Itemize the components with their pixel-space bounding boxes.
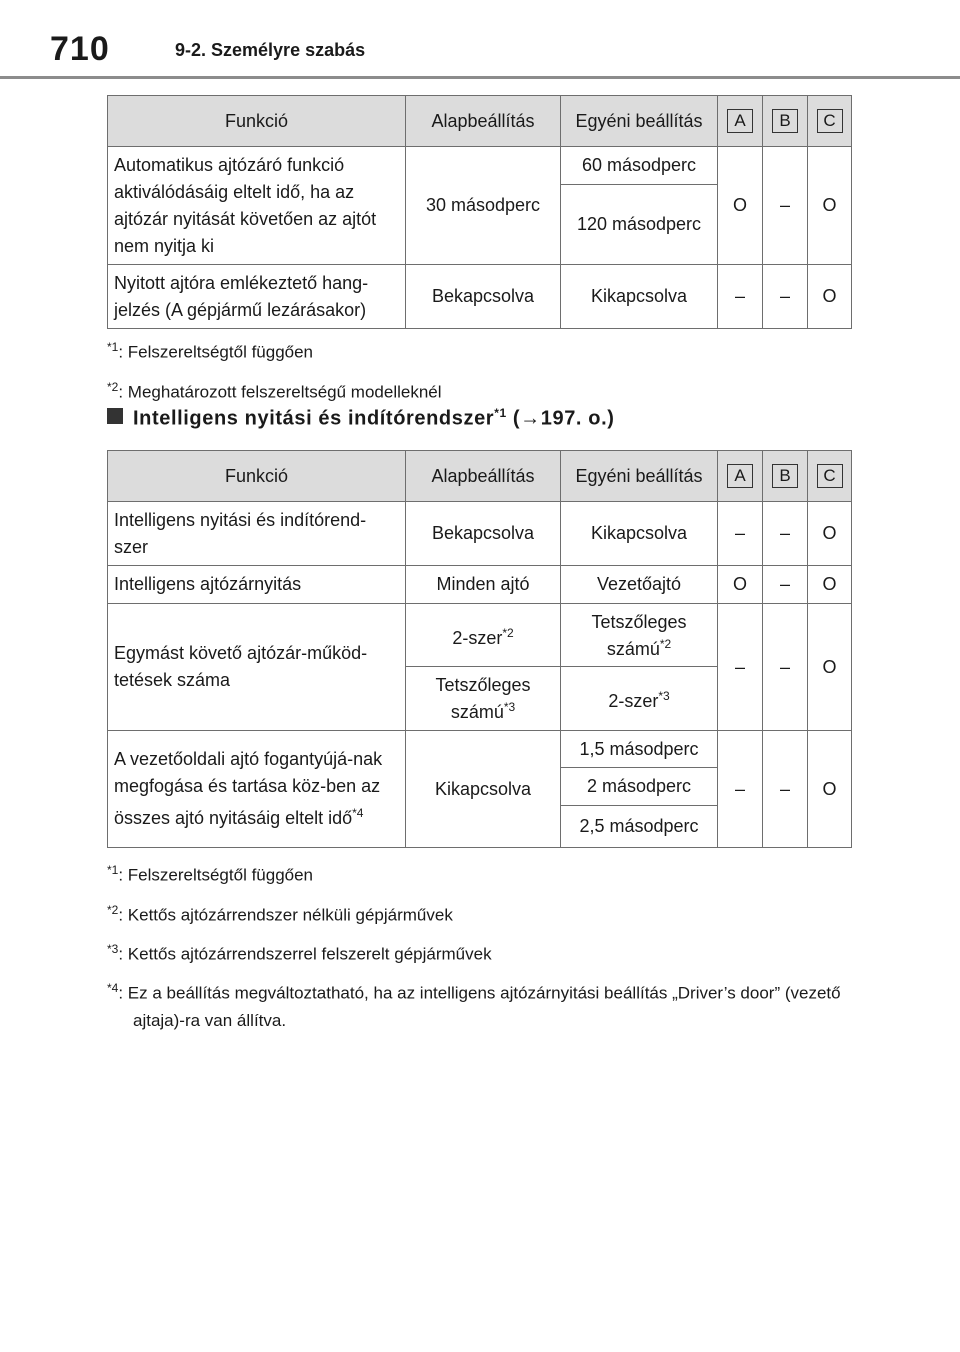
col-c — [808, 96, 852, 147]
footnote-mark: *1 — [107, 863, 119, 877]
cell-alap — [406, 667, 561, 731]
table-row — [108, 566, 852, 604]
page-header — [0, 0, 960, 80]
footnote — [107, 377, 442, 403]
table-row — [108, 731, 852, 768]
col-b-label: B — [772, 464, 798, 488]
cell-a: O — [718, 147, 763, 265]
col-alapbeallitas: Alapbeállítás — [406, 451, 561, 502]
table-row — [108, 265, 852, 329]
cell-text: Tetszőleges számú — [435, 675, 531, 722]
cell-mark: *3 — [503, 700, 516, 714]
table-header-row — [108, 96, 852, 147]
cell-funkcio — [108, 731, 406, 848]
cell-a: – — [718, 604, 763, 731]
footnote — [107, 337, 442, 363]
table-row — [108, 604, 852, 667]
col-funkcio: Funkció — [108, 451, 406, 502]
footnote-text: : Kettős ajtózárrendszerrel felszerelt gépjárművek — [118, 944, 492, 964]
footnote-text: : Meghatározott felszereltségű modelleknél — [118, 382, 442, 402]
cell-alap: Bekapcsolva — [406, 502, 561, 566]
footnote — [107, 900, 847, 926]
cell-mark: *4 — [352, 806, 364, 820]
table-row — [108, 502, 852, 566]
page-reference: (→197. o.) — [512, 407, 615, 430]
cell-egyeni: 1,5 másodperc — [561, 731, 718, 768]
cell-alap — [406, 604, 561, 667]
footnote-text: : Felszereltségtől függően — [118, 342, 314, 362]
cell-c: O — [808, 566, 852, 604]
cell-egyeni — [561, 604, 718, 667]
cell-alap: Minden ajtó — [406, 566, 561, 604]
cell-funkcio: Intelligens ajtózárnyitás — [108, 566, 406, 604]
col-a-label: A — [727, 464, 753, 488]
footnote-mark: *3 — [107, 942, 119, 957]
square-bullet-icon — [107, 408, 123, 424]
footnote-mark: *1 — [107, 340, 119, 354]
cell-c: O — [808, 731, 852, 848]
subheading-text: Intelligens nyitási és indítórendszer — [133, 407, 495, 430]
table-header-row — [108, 451, 852, 502]
settings-table-smart-entry — [107, 450, 852, 848]
cell-funkcio: Nyitott ajtóra emlékeztető hang-jelzés (A gépjármű lezárásakor) — [108, 265, 406, 329]
cell-b: – — [763, 604, 808, 731]
cell-alap: Bekapcsolva — [406, 265, 561, 329]
cell-b: – — [763, 502, 808, 566]
page-number: 710 — [50, 30, 110, 68]
footnote-mark: *2 — [107, 379, 119, 394]
cell-b: – — [763, 147, 808, 265]
cell-a: – — [718, 502, 763, 566]
cell-funkcio: Automatikus ajtózáró funkció aktiválódásáig eltelt idő, ha az ajtózár nyitását követően az ajtót nem nyitja ki — [108, 147, 406, 265]
col-c-label: C — [817, 464, 843, 488]
cell-b: – — [763, 566, 808, 604]
footnote-text: : Kettős ajtózárrendszer nélküli gépjárművek — [118, 905, 453, 925]
col-a — [718, 96, 763, 147]
cell-text: Tetszőleges számú — [591, 611, 687, 659]
subheading — [107, 406, 614, 431]
cell-a: – — [718, 731, 763, 848]
footnote-text: : Ez a beállítás megváltoztatható, ha az intelligens ajtózárnyitási beállítás „Driver’s door” (vezető ajtaja)-ra van állítva. — [118, 983, 841, 1030]
footnote-text: : Felszereltségtől függően — [118, 865, 314, 885]
cell-egyeni: Kikapcsolva — [561, 265, 718, 329]
cell-egyeni: Kikapcsolva — [561, 502, 718, 566]
header-divider — [0, 76, 960, 79]
col-a — [718, 451, 763, 502]
footnotes-1 — [107, 337, 442, 416]
cell-alap: 30 másodperc — [406, 147, 561, 265]
footnotes-2 — [107, 860, 847, 1048]
cell-text: 2-szer — [452, 627, 503, 648]
col-alapbeallitas: Alapbeállítás — [406, 96, 561, 147]
col-a-label: A — [727, 109, 753, 133]
cell-c: O — [808, 502, 852, 566]
subheading-mark: *1 — [494, 406, 507, 420]
cell-egyeni: 2 másodperc — [561, 768, 718, 806]
cell-mark: *2 — [659, 636, 672, 651]
cell-c: O — [808, 147, 852, 265]
cell-alap: Kikapcsolva — [406, 731, 561, 848]
cell-mark: *3 — [658, 689, 670, 703]
cell-a: O — [718, 566, 763, 604]
col-egyeni: Egyéni beállítás — [561, 96, 718, 147]
cell-egyeni: Vezetőajtó — [561, 566, 718, 604]
cell-a: – — [718, 265, 763, 329]
section-title: 9-2. Személyre szabás — [175, 40, 366, 60]
col-egyeni: Egyéni beállítás — [561, 451, 718, 502]
cell-funkcio: Intelligens nyitási és indítórend-szer — [108, 502, 406, 566]
table-row — [108, 147, 852, 185]
cell-egyeni: 60 másodperc — [561, 147, 718, 185]
col-funkcio: Funkció — [108, 96, 406, 147]
footnote — [107, 939, 847, 965]
footnote — [107, 860, 847, 886]
cell-c: O — [808, 604, 852, 731]
cell-text: 2-szer — [608, 691, 659, 711]
col-b-label: B — [772, 109, 798, 133]
cell-b: – — [763, 265, 808, 329]
col-c — [808, 451, 852, 502]
cell-c: O — [808, 265, 852, 329]
cell-egyeni: 120 másodperc — [561, 185, 718, 265]
cell-funkcio: Egymást követő ajtózár-működ-tetések száma — [108, 604, 406, 731]
cell-egyeni: 2,5 másodperc — [561, 806, 718, 848]
cell-text: A vezetőoldali ajtó fogantyújá-nak megfogása és tartása köz-ben az összes ajtó nyitásáig eltelt idő — [114, 749, 383, 828]
cell-mark: *2 — [502, 625, 514, 640]
cell-egyeni — [561, 667, 718, 731]
footnote-mark: *2 — [107, 902, 119, 917]
col-b — [763, 96, 808, 147]
settings-table-door-lock — [107, 95, 852, 329]
col-b — [763, 451, 808, 502]
col-c-label: C — [817, 109, 843, 133]
cell-b: – — [763, 731, 808, 848]
footnote-mark: *4 — [107, 980, 119, 995]
footnote — [107, 975, 847, 1034]
